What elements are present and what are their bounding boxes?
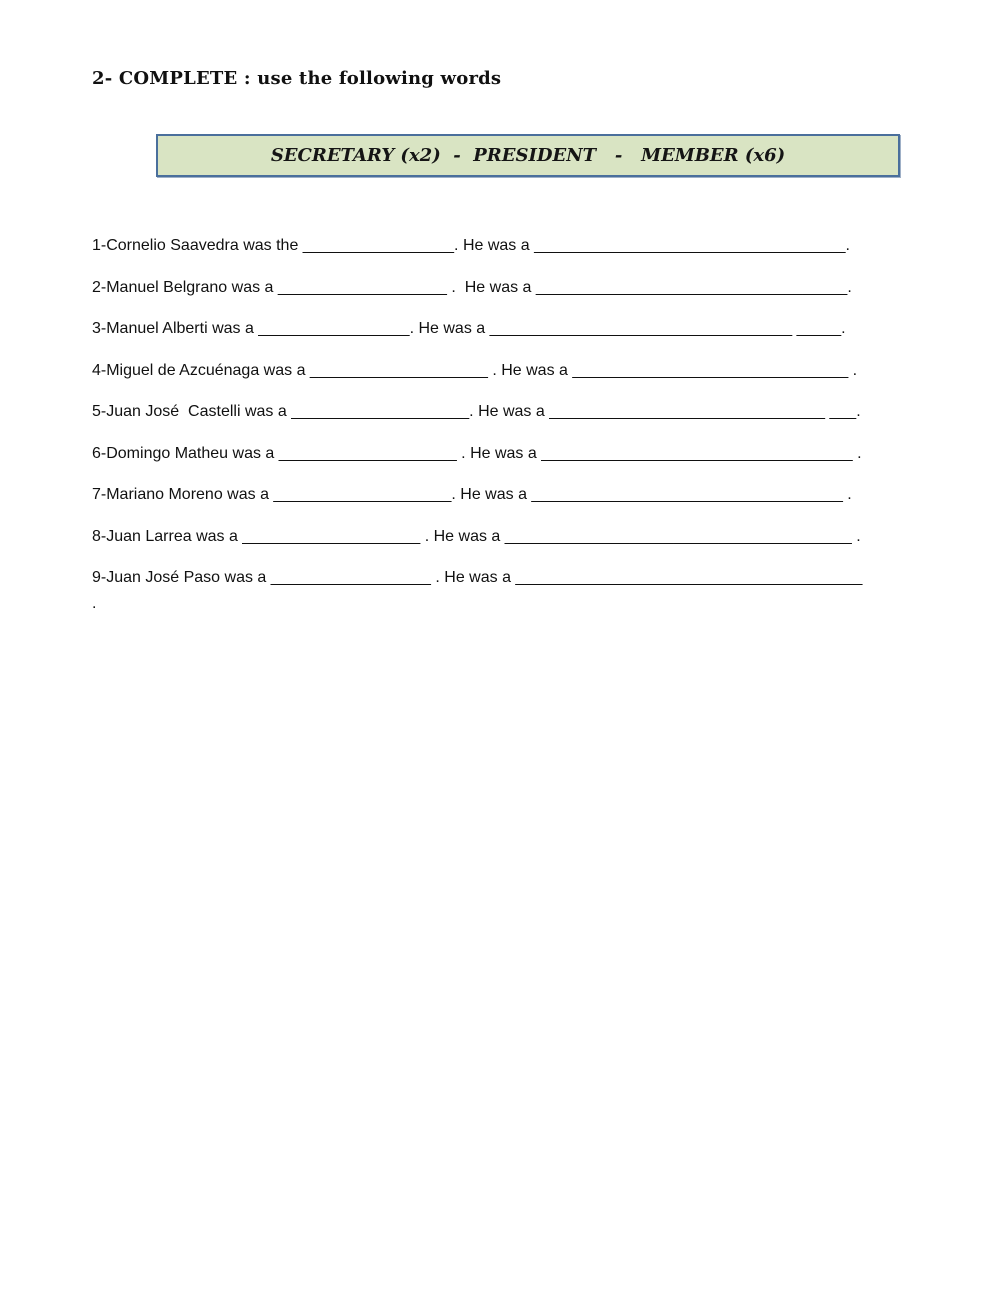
sentence-7: 7-Mariano Moreno was a ____________________. He was a ___________________________________ . — [92, 486, 852, 503]
sentence-5: 5-Juan José Castelli was a ____________________. He was a _______________________________ ___. — [92, 403, 861, 420]
sentence-9: 9-Juan José Paso was a __________________ . He was a _______________________________________ — [92, 569, 863, 586]
exercise-heading: 2- COMPLETE : use the following words — [92, 68, 502, 89]
sentence-4: 4-Miguel de Azcuénaga was a ____________________ . He was a _______________________________ . — [92, 362, 858, 379]
word-bank-text: SECRETARY (x2) - PRESIDENT - MEMBER (x6) — [270, 145, 786, 166]
sentence-1: 1-Cornelio Saavedra was the _________________. He was a ___________________________________. — [92, 237, 850, 254]
sentence-2: 2-Manuel Belgrano was a ___________________ . He was a ___________________________________. — [92, 279, 852, 296]
word-bank-box — [156, 134, 900, 177]
sentence-8: 8-Juan Larrea was a ____________________ . He was a _______________________________________ . — [92, 528, 861, 545]
trailing-period: . — [92, 595, 97, 612]
sentence-6: 6-Domingo Matheu was a ____________________ . He was a ___________________________________ . — [92, 445, 862, 462]
sentence-3: 3-Manuel Alberti was a _________________. He was a __________________________________ _____. — [92, 320, 846, 337]
